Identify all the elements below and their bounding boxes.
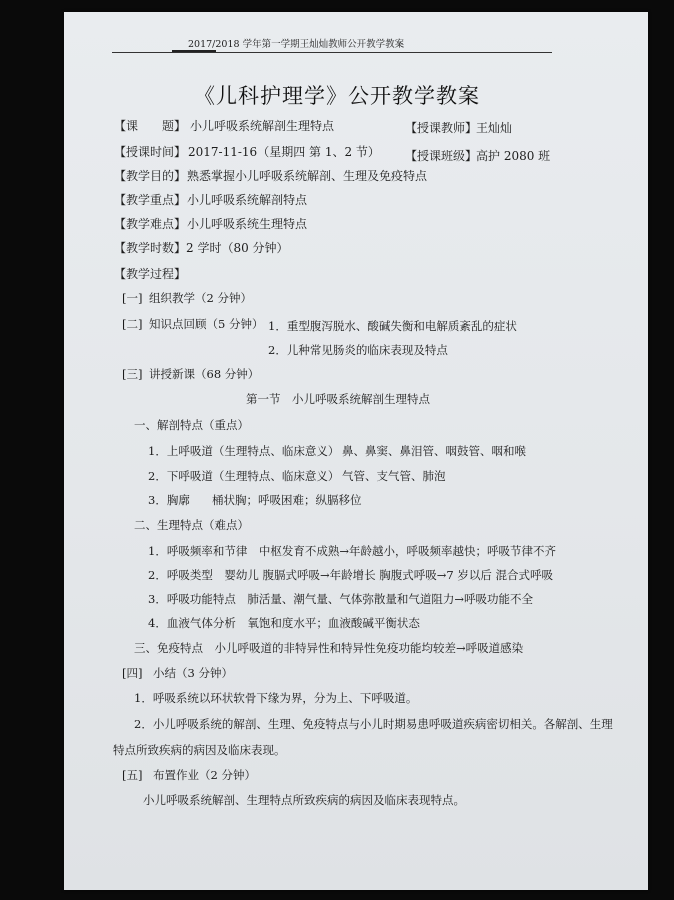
- class-label: 【授课班级】: [405, 149, 478, 163]
- anatomy-heading: 一、解剖特点（重点）: [134, 418, 249, 432]
- step-1-text: 组织教学（2 分钟）: [149, 291, 252, 305]
- step-2-text: 知识点回顾（5 分钟）: [149, 317, 264, 331]
- step-2-marker: [二]: [122, 317, 143, 331]
- time-value: 2017-11-16（星期四 第 1、2 节）: [188, 145, 380, 159]
- physiology-item-2: 2．呼吸类型 婴幼儿 腹膈式呼吸→年龄增长 胸腹式呼吸→7 岁以后 混合式呼吸: [148, 568, 554, 582]
- header-rule: [112, 52, 552, 53]
- document-title: 《儿科护理学》公开教学教案: [194, 84, 480, 108]
- goal-value: 熟悉掌握小儿呼吸系统解剖、生理及免疫特点: [187, 169, 428, 183]
- hours-value: 2 学时（80 分钟）: [186, 241, 289, 255]
- review-item-1: 1．重型腹泻脱水、酸碱失衡和电解质紊乱的症状: [268, 319, 517, 333]
- review-item-2: 2．儿种常见肠炎的临床表现及特点: [268, 343, 448, 357]
- summary-point-2-line-2: 特点所致疾病的病因及临床表现。: [113, 743, 286, 757]
- topic-label: 【课 题】: [114, 119, 187, 133]
- immunity-line: 三、免疫特点 小儿呼吸道的非特异性和特异性免疫功能均较差→呼吸道感染: [134, 641, 524, 655]
- anatomy-item-2-label: 2．下呼吸道（生理特点、临床意义）: [148, 469, 340, 483]
- topic-value: 小儿呼吸系统解剖生理特点: [190, 119, 335, 133]
- difficulty-value: 小儿呼吸系统生理特点: [187, 217, 308, 231]
- physiology-item-1: 1．呼吸频率和节律 中枢发育不成熟→年龄越小，呼吸频率越快；呼吸节律不齐: [148, 544, 556, 558]
- section-title: 第一节 小儿呼吸系统解剖生理特点: [246, 392, 430, 406]
- hours-label: 【教学时数】: [114, 241, 187, 255]
- time-label: 【授课时间】: [114, 145, 187, 159]
- teacher-value: 王灿灿: [476, 121, 513, 135]
- step-3-marker: [三]: [122, 367, 143, 381]
- summary-heading: 小结（3 分钟）: [153, 666, 233, 680]
- anatomy-item-3-label: 3．胸廓: [148, 493, 190, 507]
- page-header: 2017/2018 学年第一学期王灿灿教师公开教学教案: [188, 39, 405, 50]
- key-label: 【教学重点】: [114, 193, 187, 207]
- class-value: 高护 2080 班: [476, 149, 551, 163]
- physiology-heading: 二、生理特点（难点）: [134, 518, 249, 532]
- step-3-text: 讲授新课（68 分钟）: [149, 367, 260, 381]
- homework-marker: [五]: [122, 768, 143, 782]
- anatomy-item-2-value: 气管、支气管、肺泡: [342, 469, 446, 483]
- teacher-label: 【授课教师】: [405, 121, 478, 135]
- physiology-item-4: 4．血液气体分析 氧饱和度水平；血液酸碱平衡状态: [148, 616, 420, 630]
- anatomy-item-3-value: 桶状胸；呼吸困难；纵膈移位: [212, 493, 362, 507]
- goal-label: 【教学目的】: [114, 169, 187, 183]
- summary-point-2-line-1: 2．小儿呼吸系统的解剖、生理、免疫特点与小儿时期易患呼吸道疾病密切相关。各解剖、生理: [134, 717, 613, 731]
- step-1-marker: [一]: [122, 291, 143, 305]
- difficulty-label: 【教学难点】: [114, 217, 187, 231]
- summary-marker: [四]: [122, 666, 143, 680]
- key-value: 小儿呼吸系统解剖特点: [187, 193, 308, 207]
- physiology-item-3: 3．呼吸功能特点 肺活量、潮气量、气体弥散量和气道阻力→呼吸功能不全: [148, 592, 533, 606]
- homework-text: 小儿呼吸系统解剖、生理特点所致疾病的病因及临床表现特点。: [143, 793, 465, 807]
- anatomy-item-1-value: 鼻、鼻窦、鼻泪管、咽鼓管、咽和喉: [342, 444, 526, 458]
- summary-point-1: 1．呼吸系统以环状软骨下缘为界，分为上、下呼吸道。: [134, 691, 418, 705]
- homework-heading: 布置作业（2 分钟）: [153, 768, 256, 782]
- process-label: 【教学过程】: [114, 267, 187, 281]
- anatomy-item-1-label: 1．上呼吸道（生理特点、临床意义）: [148, 444, 340, 458]
